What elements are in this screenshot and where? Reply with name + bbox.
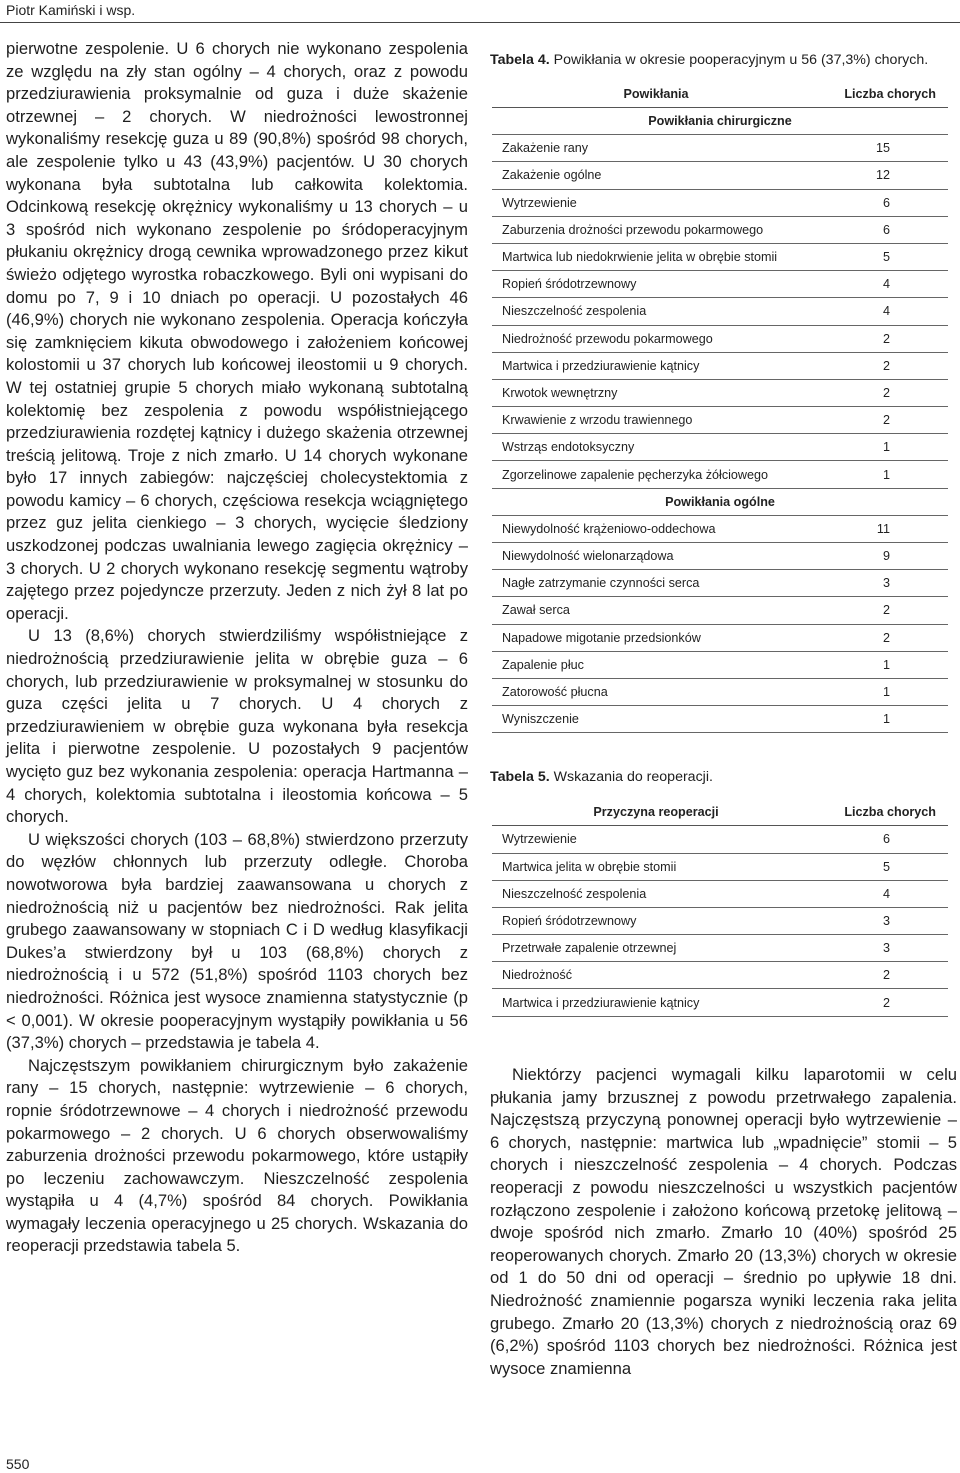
table-cell-name: Krwotok wewnętrzny (492, 379, 820, 406)
table-cell-count: 2 (820, 989, 948, 1016)
table-cell-count: 3 (820, 907, 948, 934)
table-cell-name: Zgorzelinowe zapalenie pęcherzyka żółciowego (492, 461, 820, 488)
table5 (492, 799, 948, 1016)
table-cell-count: 2 (820, 352, 948, 379)
table-row (492, 352, 948, 379)
table4-label: Tabela 4. (490, 52, 550, 68)
table-row (492, 298, 948, 325)
table-cell-count: 2 (820, 597, 948, 624)
table-cell-name: Martwica jelita w obrębie stomii (492, 853, 820, 880)
table-cell-name: Wytrzewienie (492, 189, 820, 216)
page-number: 550 (6, 1456, 30, 1472)
table-cell-name: Zawał serca (492, 597, 820, 624)
table-cell-name: Wytrzewienie (492, 826, 820, 853)
table-cell-name: Niedrożność przewodu pokarmowego (492, 325, 820, 352)
table-cell-name: Martwica i przedziurawienie kątnicy (492, 352, 820, 379)
table-cell-name: Nieszczelność zespolenia (492, 880, 820, 907)
table-row (492, 243, 948, 270)
body-paragraph: pierwotne zespolenie. U 6 chorych nie wykonano zespolenia ze względu na zły stan ogólny – 4 chorych, oraz z powodu przedziurawienia proksymalnie od guza i duże skażenie otrzewnej – 2 chorych. W niedrożności lewostronnej wykonaliśmy resekcję guza u 89 (90,8%) spośród 98 chorych, ale zespolenie tylko u 43 (43,9%) pacjentów. U 30 chorych wykonana była subtotalna lub całkowita kolektomia. Odcinkową resekcję okrężnicy wykonaliśmy u 13 chorych – u 3 spośród nich wykonano zespolenie po śródoperacyjnym płukaniu okrężnicy drogą cewnika wprowadzonego przez kikut świeżo odjętego wyrostka robaczkowego. Byli oni wypisani do domu po 7, 9 i 10 dniach po operacji. U pozostałych 46 (46,9%) chorych nie wykonano zespolenia. Operacja kończyła się zamknięciem kikuta obwodowego i założeniem końcowej kolostomii u 37 chorych lub końcowej ileostomii u 9 chorych. W tej ostatniej grupie 5 chorych miało wykonaną subtotalną kolektomię bez zespolenia z powodu współistniejącego przedziurawienia rozdętej kątnicy i dużego skażenia otrzewnej treścią jelitową. Troje z nich zmarło. U 14 chorych wykonane było 17 innych zabiegów: najczęściej cholecystektomia z powodu kamicy – 6 chorych, częściowa resekcja wciągniętego przez guz jelita cienkiego – 3 chorych, wycięcie śledziony uszkodzonej podczas uwalniania lewego zagięcia okrężnicy – 3 chorych. U 2 chorych wykonano resekcję segmentu wątroby zajętego przez pojedyncze przerzuty. Jeden z nich żył 8 lat po operacji. (6, 39, 468, 623)
table-cell-name: Zapalenie płuc (492, 651, 820, 678)
body-paragraph: U 13 (8,6%) chorych stwierdziliśmy współistniejące z niedrożnością przedziurawienie jelita w obrębie guza – 6 chorych, lub przedziurawienie w proksymalnej w stosunku do guza części jelita u 7 chorych. U 4 chorych z przedziurawieniem w obrębie guza wykonana była resekcja jelita i pierwotne zespolenie. U pozostałych 9 pacjentów wycięto guz bez wykonania zespolenia: operacja Hartmanna – 4 chorych, kolektomia subtotalna i ileostomia końcowa – 5 chorych. (6, 626, 468, 827)
table-row (492, 935, 948, 962)
table4-header-count: Liczba chorych (820, 81, 948, 108)
table-row (492, 407, 948, 434)
table-cell-count: 1 (820, 678, 948, 705)
table-row (492, 597, 948, 624)
table-cell-count: 6 (820, 189, 948, 216)
table-cell-count: 2 (820, 379, 948, 406)
table-row (492, 853, 948, 880)
table-cell-name: Zaburzenia drożności przewodu pokarmowego (492, 216, 820, 243)
table5-label: Tabela 5. (490, 769, 550, 786)
table5-header-count: Liczba chorych (820, 799, 948, 826)
table-cell-name: Wstrząs endotoksyczny (492, 434, 820, 461)
table-cell-count: 1 (820, 651, 948, 678)
table-cell-count: 3 (820, 570, 948, 597)
table-section-title: Powikłania ogólne (492, 488, 948, 515)
body-paragraph: U większości chorych (103 – 68,8%) stwierdzono przerzuty do węzłów chłonnych lub przerzuty odległe. Choroba nowotworowa była bardziej zaawansowana u chorych z niedrożnością niż u pacjentów bez niedrożności. Rak jelita grubego zaawansowany w stopniach C i D według klasyfikacji Dukes’a stwierdzony był u 103 (68,8%) chorych z niedrożnością i u 572 (51,8%) spośród 1103 chorych bez niedrożności. Różnica jest wysoce znamienna statystycznie (p < 0,001). W okresie pooperacyjnym wystąpiły powikłania u 56 (37,3%) chorych – przedstawia je tabela 4. (6, 829, 468, 1053)
table-row (492, 651, 948, 678)
table-row (492, 570, 948, 597)
table-cell-count: 2 (820, 962, 948, 989)
table-cell-name: Niewydolność wielonarządowa (492, 543, 820, 570)
table-cell-name: Niedrożność (492, 962, 820, 989)
table-row (492, 880, 948, 907)
table-cell-count: 9 (820, 543, 948, 570)
table5-caption-text: Wskazania do reoperacji. (553, 769, 713, 786)
table-cell-name: Ropień śródotrzewnowy (492, 907, 820, 934)
table-row (492, 379, 948, 406)
table-cell-name: Niewydolność krążeniowo-oddechowa (492, 515, 820, 542)
table-cell-name: Martwica i przedziurawienie kątnicy (492, 989, 820, 1016)
left-column (6, 38, 468, 1258)
table-cell-name: Zakażenie ogólne (492, 162, 820, 189)
table-cell-name: Martwica lub niedokrwienie jelita w obrębie stomii (492, 243, 820, 270)
table-cell-count: 1 (820, 706, 948, 733)
table-cell-name: Zakażenie rany (492, 135, 820, 162)
table-cell-count: 2 (820, 407, 948, 434)
running-header-authors: Piotr Kamiński i wsp. (6, 2, 136, 18)
table4-caption (490, 52, 956, 69)
table-cell-name: Wyniszczenie (492, 706, 820, 733)
table-row (492, 962, 948, 989)
table-row (492, 706, 948, 733)
table-row (492, 189, 948, 216)
table-row (492, 826, 948, 853)
table-row (492, 461, 948, 488)
table-section-row (492, 108, 948, 135)
table-cell-name: Napadowe migotanie przedsionków (492, 624, 820, 651)
right-column-text (490, 1064, 957, 1380)
table-cell-name: Nieszczelność zespolenia (492, 298, 820, 325)
table-cell-count: 2 (820, 325, 948, 352)
table-row (492, 907, 948, 934)
table-cell-count: 1 (820, 461, 948, 488)
table-cell-count: 11 (820, 515, 948, 542)
table-row (492, 434, 948, 461)
table-row (492, 162, 948, 189)
body-paragraph: Niektórzy pacjenci wymagali kilku laparotomii w celu płukania jamy brzusznej z powodu przetrwałego zapalenia. Najczęstszą przyczyną ponownej operacji było wytrzewienie – 6 chorych, następnie: martwica lub „wpadnięcie” stomii – 5 chorych i nieszczelność zespolenia – 4 chorych. Podczas reoperacji z powodu nieszczelności u wszystkich pacjentów rozłączono zespolenie i założono końcową przetokę jelitową – dwoje spośród nich zmarło. Zmarło 10 (40%) spośród 25 reoperowanych chorych. Zmarło 20 (13,3%) chorych w okresie od 1 do 50 dni od operacji – średnio po upływie 18 dni. Niedrożność znamiennie pogarsza wyniki leczenia raka jelita grubego. Zmarło 20 (13,3%) chorych z niedrożnością oraz 69 (6,2%) spośród 1103 chorych bez niedrożności. Różnica jest wysoce znamienna (490, 1065, 957, 1378)
table-cell-name: Nagłe zatrzymanie czynności serca (492, 570, 820, 597)
table-section-row (492, 488, 948, 515)
table-row (492, 543, 948, 570)
table-cell-count: 2 (820, 624, 948, 651)
table-cell-name: Przetrwałe zapalenie otrzewnej (492, 935, 820, 962)
table5-caption (490, 769, 956, 786)
table-cell-name: Ropień śródotrzewnowy (492, 271, 820, 298)
table-cell-count: 6 (820, 216, 948, 243)
table-cell-name: Krwawienie z wrzodu trawiennego (492, 407, 820, 434)
table-cell-count: 1 (820, 434, 948, 461)
table-row (492, 678, 948, 705)
body-paragraph: Najczęstszym powikłaniem chirurgicznym było zakażenie rany – 15 chorych, następnie: wytrzewienie – 6 chorych, ropnie śródotrzewnowe – 4 chorych i niedrożność przewodu pokarmowego – 2 chorych. U 6 chorych obserwowaliśmy zaburzenia drożności przewodu pokarmowego, które ustąpiły po leczeniu zachowawczym. Nieszczelność zespolenia wystąpiła u 4 (4,7%) spośród 84 chorych. Powikłania wymagały leczenia operacyjnego u 25 chorych. Wskazania do reoperacji przedstawia tabela 5. (6, 1055, 468, 1256)
table4-caption-text: Powikłania w okresie pooperacyjnym u 56 (37,3%) chorych. (553, 52, 929, 68)
table-row (492, 515, 948, 542)
table-cell-count: 4 (820, 271, 948, 298)
table5-header-name: Przyczyna reoperacji (492, 799, 820, 826)
table-cell-count: 4 (820, 298, 948, 325)
table-cell-count: 15 (820, 135, 948, 162)
table-cell-count: 3 (820, 935, 948, 962)
right-column-tables (490, 52, 956, 1017)
table-row (492, 135, 948, 162)
table4-header-name: Powikłania (492, 81, 820, 108)
table-section-title: Powikłania chirurgiczne (492, 108, 948, 135)
table-row (492, 624, 948, 651)
table-cell-count: 4 (820, 880, 948, 907)
table-cell-count: 5 (820, 853, 948, 880)
table-row (492, 325, 948, 352)
table-cell-count: 12 (820, 162, 948, 189)
header-rule (0, 22, 960, 23)
table4 (492, 81, 948, 733)
table-row (492, 271, 948, 298)
table-cell-count: 5 (820, 243, 948, 270)
table-row (492, 216, 948, 243)
table-cell-count: 6 (820, 826, 948, 853)
table-cell-name: Zatorowość płucna (492, 678, 820, 705)
table-row (492, 989, 948, 1016)
